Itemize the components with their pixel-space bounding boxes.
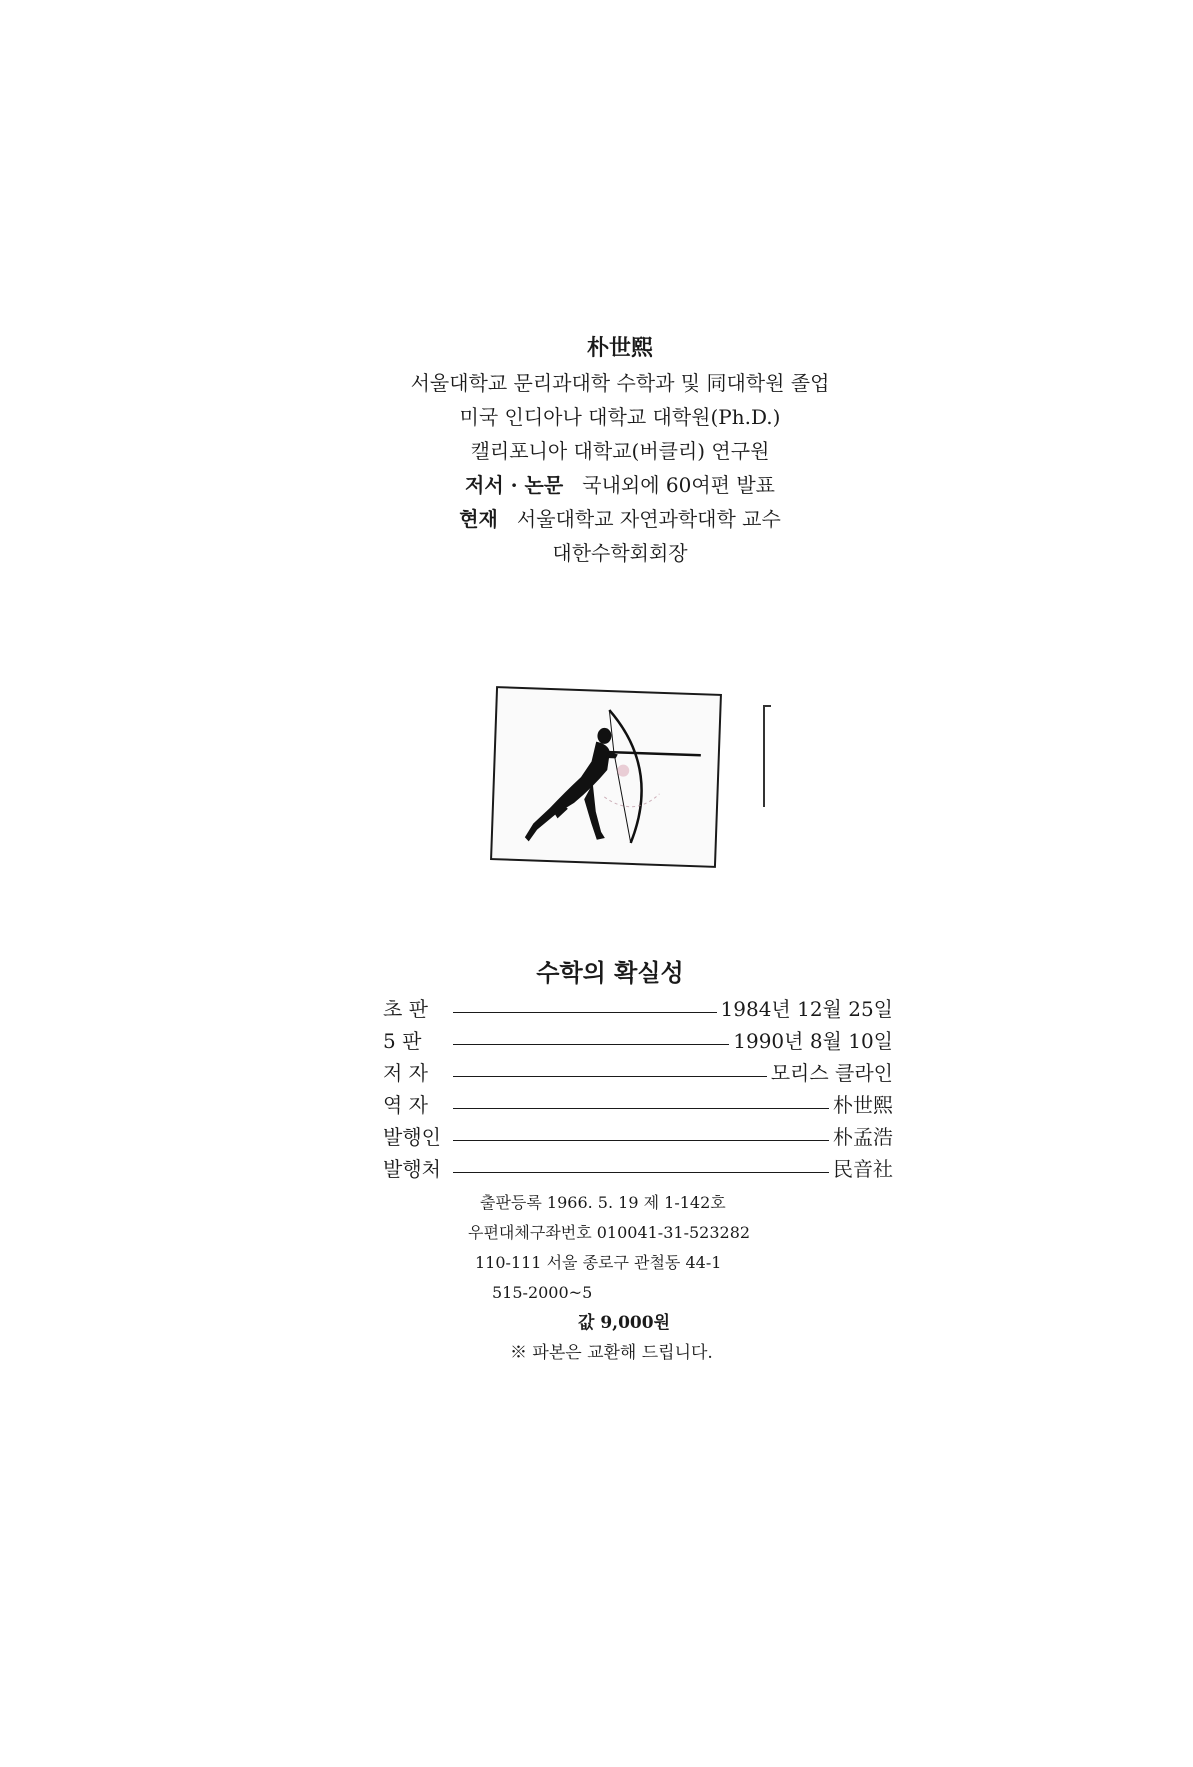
works-text: 국내외에 60여편 발표 <box>582 473 775 497</box>
book-title: 수학의 확실성 <box>536 959 684 987</box>
colophon-row-publisher-person <box>383 1118 893 1150</box>
postal-account-line: 우편대체구좌번호 010041-31-523282 <box>468 1223 751 1242</box>
translator-name: 朴世熙 <box>586 335 653 361</box>
bio-line-society: 대한수학회회장 <box>552 541 688 565</box>
colophon-row-fifth-edition <box>383 1022 893 1054</box>
colophon-row-translator <box>383 1086 893 1118</box>
current-label: 현재 <box>459 507 498 531</box>
row-value: 1990년 8월 10일 <box>733 1029 893 1053</box>
bio-line-works <box>340 468 900 502</box>
leader-line <box>453 1044 729 1045</box>
colophon-row-publisher <box>383 1150 893 1182</box>
row-value: 民音社 <box>833 1157 893 1181</box>
current-text: 서울대학교 자연과학대학 교수 <box>516 507 781 531</box>
row-label: 저 자 <box>383 1061 428 1085</box>
leader-line <box>453 1172 829 1173</box>
leader-line <box>453 1140 829 1141</box>
row-label: 5 판 <box>383 1029 422 1053</box>
registration-line: 출판등록 1966. 5. 19 제 1-142호 <box>480 1193 726 1212</box>
colophon-row-first-edition <box>383 990 893 1022</box>
colophon-row-author <box>383 1054 893 1086</box>
bio-line-education: 서울대학교 문리과대학 수학과 및 同대학원 졸업 <box>410 371 830 395</box>
leader-line <box>453 1108 829 1109</box>
works-label: 저서 · 논문 <box>465 473 564 497</box>
row-label: 발행처 <box>383 1157 441 1181</box>
leader-line <box>453 1076 767 1077</box>
exchange-notice: ※ 파본은 교환해 드립니다. <box>510 1343 713 1363</box>
phone-line: 515-2000~5 <box>492 1283 593 1302</box>
bio-line-research: 캘리포니아 대학교(버클리) 연구원 <box>470 439 770 463</box>
row-value: 모리스 클라인 <box>770 1061 893 1085</box>
price-label: 값 9,000원 <box>578 1313 670 1333</box>
address-line: 110-111 서울 종로구 관철동 44-1 <box>475 1253 722 1272</box>
row-value: 朴世熙 <box>833 1093 893 1117</box>
translator-bio <box>340 330 900 570</box>
imprint-block <box>400 1188 860 1368</box>
bio-line-phd: 미국 인디아나 대학교 대학원(Ph.D.) <box>459 405 781 429</box>
row-label: 발행인 <box>383 1125 441 1149</box>
archer-emblem-icon <box>490 686 722 868</box>
row-value: 1984년 12월 25일 <box>720 997 893 1021</box>
bio-line-current <box>340 502 900 536</box>
colophon-table <box>383 990 893 1182</box>
row-label: 역 자 <box>383 1093 428 1117</box>
row-label: 초 판 <box>383 997 428 1021</box>
row-value: 朴孟浩 <box>833 1125 893 1149</box>
leader-line <box>453 1012 717 1013</box>
margin-mark <box>763 705 771 807</box>
